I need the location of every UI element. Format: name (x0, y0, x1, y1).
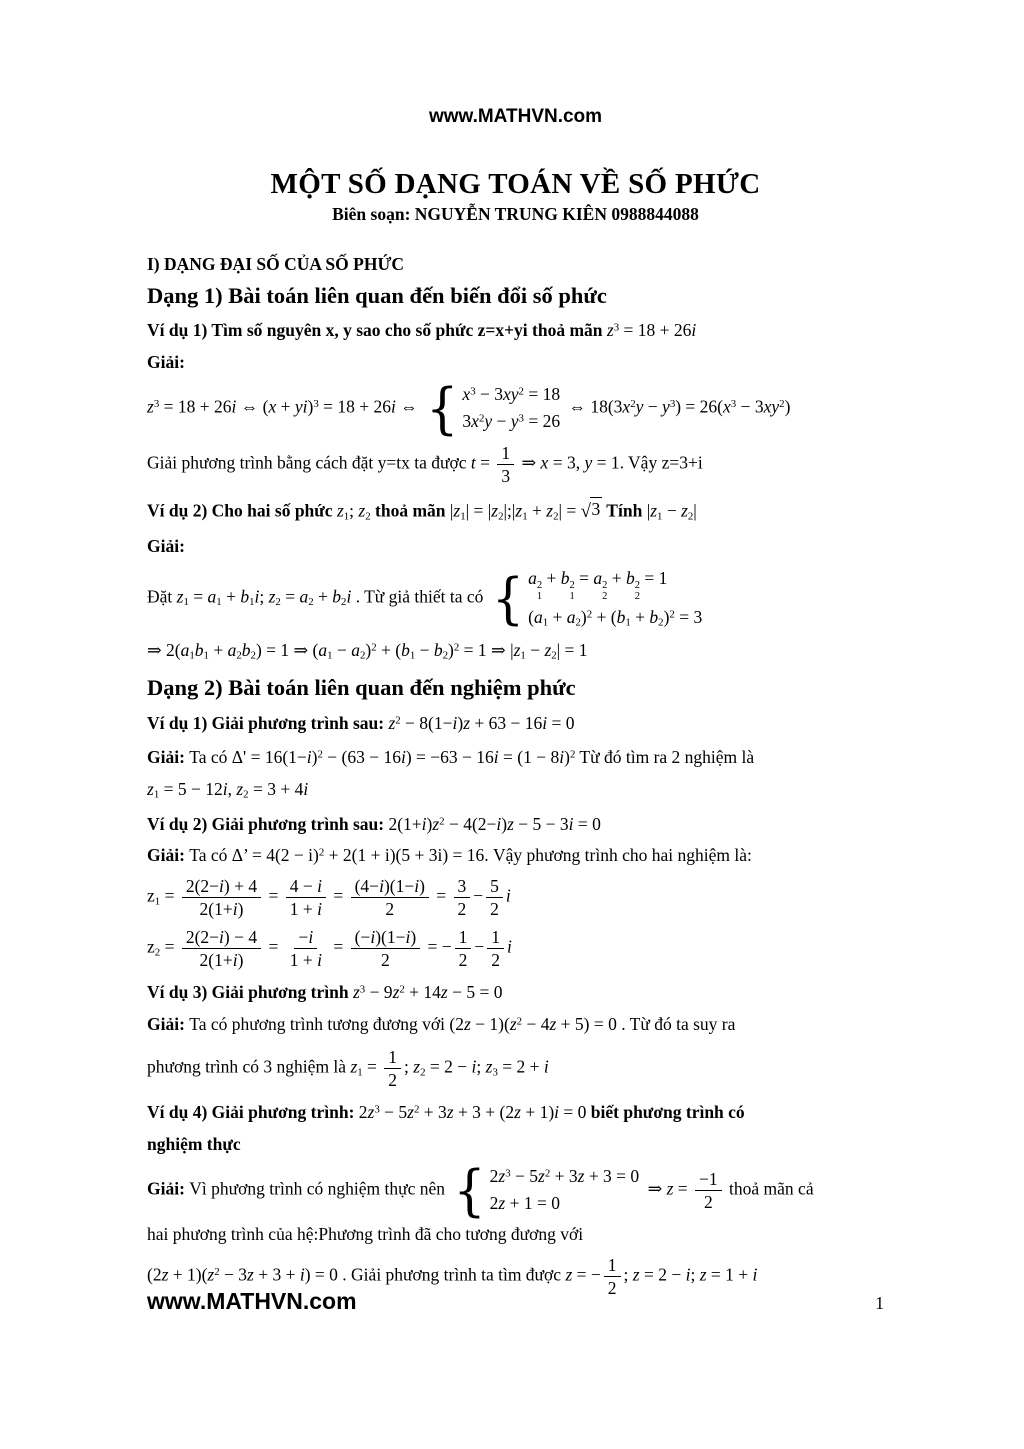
d2-vd4-solution: Giải: Vì phương trình có nghiệm thực nên { $2z^3 - 5z^2 + 3z + 3 = 0$ 2z + 1 = 0 ⇒ z = $\frac{-1}{2}$ thoả mãn cả (147, 1158, 814, 1223)
d2-vd4-solution-cont: hai phương trình của hệ:Phương trình đã cho tương đương với (147, 1223, 584, 1244)
site-watermark-bottom: www.MATHVN.com (147, 1288, 357, 1314)
page-number: 1 (875, 1293, 884, 1313)
d2-vd2-root-z1: $z_1$ = $\frac{2(2-i) + 4}{2(1+i)}$ = $\frac{4 - i}{1 + i}$ = $\frac{(4-i)(1-i)}{2}$ = $\frac{3}{2}$ − $\frac{5}{2}$ i (147, 875, 511, 920)
d2-vd2-root-z2: $z_2$ = $\frac{2(2-i) - 4}{2(1+i)}$ = $\frac{-i}{1 + i}$ = $\frac{(-i)(1-i)}{2}$ = − $\frac{1}{2}$ − $\frac{1}{2}$ i (147, 927, 512, 971)
page-footer (147, 1288, 884, 1315)
giai-label-2: Giải: (147, 535, 185, 556)
d2-vd1-problem: Ví dụ 1) Giải phương trình sau: $z^2 - 8(1-i)z + 63 - 16i = 0$ (147, 712, 575, 733)
doc-title: MỘT SỐ DẠNG TOÁN VỀ SỐ PHỨC (270, 168, 761, 200)
vd1-problem: Ví dụ 1) Tìm số nguyên x, y sao cho số phức z=x+yi thoả mãn $z^3 = 18 + 26i$ (147, 320, 697, 340)
site-watermark-top: www.MATHVN.com (428, 106, 603, 127)
giai-label-1: Giải: (147, 351, 185, 372)
section-1-heading: I) DẠNG ĐẠI SỐ CỦA SỐ PHỨC (147, 254, 405, 274)
d2-vd3-solution: Giải: Ta có phương trình tương đương với $(2z - 1)(z^2 - 4z + 5) = 0$ . Từ đó ta suy ra (147, 1014, 736, 1035)
implication-line: ⇒ $2(a_1b_1 + a_2b_2) = 1$ ⇒ $(a_1 - a_2)^2 + (b_1 - b_2)^2 = 1$ ⇒ $|z_1 - z_2| = 1$ (147, 639, 588, 662)
d2-vd2-solution: Giải: Ta có Δ’ = $4(2 - i)^2 + 2(1 + i)(5 + 3i) = 16$. Vậy phương trình cho hai nghiệm là: (147, 845, 752, 866)
d2-vd4-problem-cont: nghiệm thực (147, 1133, 241, 1154)
doc-author-line: Biên soạn: NGUYỄN TRUNG KIÊN 0988844088 (332, 204, 699, 224)
d2-vd2-problem: Ví dụ 2) Giải phương trình sau: $2(1+i)z^2 - 4(2-i)z - 5 - 3i = 0$ (147, 813, 601, 834)
dat-substitution-line: Đặt $z_1 = a_1 + b_1i$; $z_2 = a_2 + b_2i$ . Từ giả thiết ta có { a 2 1 + b 2 1 = a 2 2 + b 2 2 = 1 $(a_1 + a_2)^2 + (b_1 + b_2)^2 = 3$ (147, 566, 703, 631)
solve-substitution-line: Giải phương trình bằng cách đặt y=tx ta được t = $\frac{1}{3}$ ⇒ x = 3, y = 1. Vậy z=3+i (147, 443, 703, 487)
d2-vd3-roots: phương trình có 3 nghiệm là $z_1$ = $\frac{1}{2}$ ; $z_2 = 2 - i$; $z_3 = 2 + i$ (147, 1046, 549, 1090)
d2-vd1-solution: Giải: Ta có $\Delta' = 16(1-i)^2 - (63 - 16i) = -63 - 16i = (1 - 8i)^2$ Từ đó tìm ra 2 nghiệm là (147, 747, 755, 768)
d2-vd4-problem: Ví dụ 4) Giải phương trình: $2z^3 - 5z^2 + 3z + 3 + (2z + 1)i = 0$ biết phương trình có (147, 1101, 745, 1122)
dang-1-heading: Dạng 1) Bài toán liên quan đến biến đổi số phức (147, 282, 607, 308)
equation-cube-system: $z^3 = 18 + 26i$ ⇔ (x + yi)$^3$ = 18 + 26i ⇔ { $x^3 - 3xy^2 = 18$ $3x^2y - y^3 = 26$ ⇔ $18(3x^2y - y^3) = 26(x^3 - 3xy^2)$ (147, 376, 791, 441)
d2-vd4-final-line: $(2z + 1)(z^2 - 3z + 3 + i) = 0$ . Giải phương trình ta tìm được z = − $\frac{1}{2}$ ; z = 2 − i; z = 1 + i (147, 1254, 758, 1298)
d2-vd3-problem: Ví dụ 3) Giải phương trình $z^3 - 9z^2 + 14z - 5 = 0$ (147, 982, 503, 1003)
d2-vd1-roots: $z_1 = 5 - 12i$, $z_2 = 3 + 4i$ (147, 779, 309, 801)
vd2-problem: Ví dụ 2) Cho hai số phức $z_1$; $z_2$ thoả mãn $|z_1|$ = $|z_2|;|z_1 + z_2|$ = √ 3 Tính $|z_1 - z_2|$ (147, 499, 697, 523)
dang-2-heading: Dạng 2) Bài toán liên quan đến nghiệm phức (147, 675, 576, 701)
